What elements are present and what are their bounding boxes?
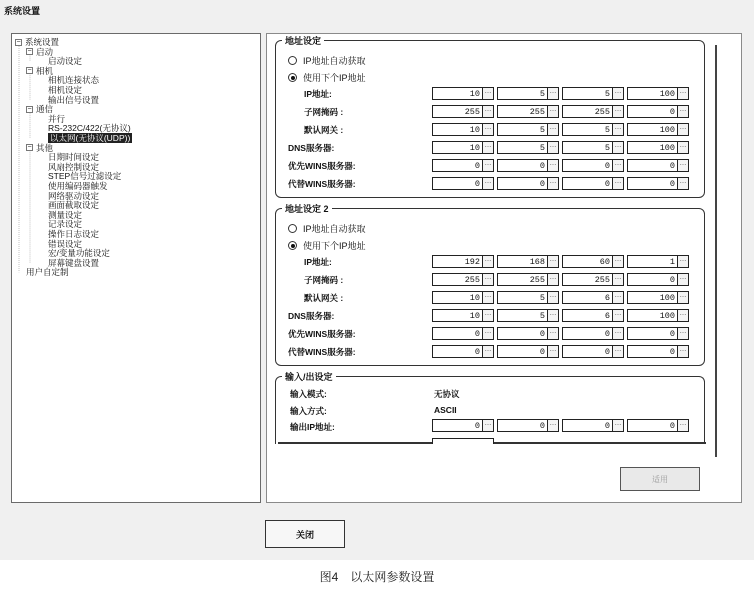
tree-item[interactable]: [48, 191, 99, 201]
radio-checked-icon[interactable]: [288, 73, 297, 82]
ip-octet-input[interactable]: [432, 87, 494, 100]
tree-item-label: 输出信号设置: [48, 94, 100, 105]
ip-auto-label: IP地址自动获取: [303, 56, 366, 66]
tree-item-label: 通信: [36, 104, 54, 115]
field-label: 子网掩码 :: [304, 107, 344, 117]
ip-octet-value: 0: [539, 178, 545, 189]
ip-octet-input[interactable]: [562, 345, 624, 358]
collapse-toggle-icon[interactable]: −: [16, 38, 21, 46]
ip-octet-value: 10: [469, 142, 480, 153]
tree-item-label: RS-232C/422(无协议): [48, 123, 131, 134]
collapse-toggle-icon[interactable]: −: [27, 144, 32, 152]
field-label: 代替WINS服务器:: [288, 179, 356, 189]
tree-item-label: 使用编码器触发: [48, 181, 108, 191]
ellipsis-button-icon[interactable]: …: [482, 178, 493, 189]
ip-octet-value: 0: [669, 106, 675, 117]
ip-auto-radio[interactable]: [288, 222, 366, 235]
ip-auto-radio[interactable]: [288, 54, 366, 67]
ellipsis-button-icon[interactable]: …: [547, 292, 558, 303]
ip-octet-input[interactable]: [497, 273, 559, 286]
ip-octet-input[interactable]: [562, 309, 624, 322]
io-settings-title: 输入/出设定: [282, 370, 336, 383]
ip-octet-value: 5: [539, 310, 545, 321]
address-settings-2-title: 地址设定 2: [282, 202, 332, 215]
ip-octet-value: 0: [669, 346, 675, 357]
ellipsis-button-icon[interactable]: …: [612, 160, 623, 171]
ip-octet-value: 0: [539, 160, 545, 171]
ip-octet-input[interactable]: [497, 159, 559, 172]
ip-octet-input[interactable]: [432, 177, 494, 190]
tree-item[interactable]: [48, 200, 99, 210]
ip-octet-value: 1: [669, 256, 675, 267]
tree-item-label: STEP信号过滤设定: [48, 171, 122, 182]
ip-octet-input[interactable]: [562, 123, 624, 136]
tree-item[interactable]: [26, 66, 53, 76]
tree-item-label: 系统设置: [25, 37, 60, 47]
ip-octet-value: 5: [539, 292, 545, 303]
ip-auto-label: IP地址自动获取: [303, 224, 366, 234]
ip-octet-value: 5: [604, 142, 610, 153]
tree-item[interactable]: [48, 181, 108, 191]
ellipsis-button-icon[interactable]: …: [677, 88, 688, 99]
ellipsis-button-icon[interactable]: …: [547, 160, 558, 171]
tree-item[interactable]: [48, 229, 99, 239]
radio-unchecked-icon[interactable]: [288, 224, 297, 233]
ip-octet-value: 0: [474, 328, 480, 339]
ip-octet-value: 255: [464, 106, 480, 117]
ip-octet-value: 255: [464, 274, 480, 285]
field-label: 优先WINS服务器:: [288, 329, 356, 339]
ellipsis-button-icon[interactable]: …: [677, 106, 688, 117]
clipped-next-input: [432, 438, 494, 444]
ip-octet-value: 10: [469, 124, 480, 135]
ip-octet-input[interactable]: [627, 291, 689, 304]
ellipsis-button-icon[interactable]: …: [612, 292, 623, 303]
ip-octet-input[interactable]: [497, 177, 559, 190]
ellipsis-button-icon[interactable]: …: [547, 88, 558, 99]
ip-octet-value: 100: [659, 124, 675, 135]
field-label: IP地址:: [304, 89, 332, 99]
ip-octet-input[interactable]: [562, 273, 624, 286]
ip-octet-input[interactable]: [432, 255, 494, 268]
ip-octet-input[interactable]: [627, 255, 689, 268]
tree-item[interactable]: [48, 248, 110, 258]
io-settings-group: [275, 372, 705, 444]
tree-item-label: 其他: [36, 142, 54, 153]
tree-item[interactable]: [48, 258, 99, 268]
ellipsis-button-icon[interactable]: …: [547, 142, 558, 153]
ellipsis-button-icon[interactable]: …: [547, 346, 558, 357]
ellipsis-button-icon[interactable]: …: [677, 328, 688, 339]
tree-item[interactable]: [48, 123, 131, 133]
tree-item-label: 画面截取设定: [48, 200, 100, 211]
ip-octet-value: 100: [659, 88, 675, 99]
vertical-scrollbar[interactable]: [715, 45, 717, 457]
ip-octet-value: 0: [474, 160, 480, 171]
ellipsis-button-icon[interactable]: …: [482, 310, 493, 321]
ip-octet-value: 0: [474, 178, 480, 189]
collapse-toggle-icon[interactable]: −: [27, 105, 32, 113]
ip-octet-input[interactable]: [432, 309, 494, 322]
ip-octet-value: 6: [604, 310, 610, 321]
ip-manual-radio[interactable]: [288, 71, 366, 84]
tree-item[interactable]: [48, 114, 65, 124]
tree-item-label: 并行: [48, 113, 66, 124]
tree-item-label: 用户自定制: [26, 267, 69, 278]
tree-item-label: 启动: [36, 46, 54, 57]
ellipsis-button-icon[interactable]: …: [547, 310, 558, 321]
ellipsis-button-icon[interactable]: …: [482, 328, 493, 339]
settings-tree[interactable]: [11, 33, 261, 503]
ip-octet-input[interactable]: [497, 123, 559, 136]
ip-octet-input[interactable]: [497, 87, 559, 100]
ip-octet-value: 10: [469, 88, 480, 99]
ellipsis-button-icon[interactable]: …: [482, 124, 493, 135]
ellipsis-button-icon[interactable]: …: [677, 420, 688, 431]
ellipsis-button-icon[interactable]: …: [612, 420, 623, 431]
ellipsis-button-icon[interactable]: …: [547, 178, 558, 189]
ellipsis-button-icon[interactable]: …: [482, 88, 493, 99]
ellipsis-button-icon[interactable]: …: [547, 420, 558, 431]
field-label: DNS服务器:: [288, 143, 335, 153]
ip-octet-value: 0: [474, 346, 480, 357]
ip-manual-label: 使用下个IP地址: [303, 73, 366, 83]
field-label: 默认网关 :: [304, 293, 344, 303]
ellipsis-button-icon[interactable]: …: [612, 310, 623, 321]
tree-item[interactable]: [48, 133, 132, 143]
ip-octet-input[interactable]: [432, 105, 494, 118]
field-label: 默认网关 :: [304, 125, 344, 135]
ip-octet-input[interactable]: [497, 327, 559, 340]
ip-octet-value: 0: [669, 328, 675, 339]
ip-octet-input[interactable]: [432, 159, 494, 172]
ellipsis-button-icon[interactable]: …: [612, 88, 623, 99]
ip-octet-value: 0: [474, 420, 480, 431]
ip-octet-input[interactable]: [432, 291, 494, 304]
ip-octet-value: 0: [539, 328, 545, 339]
ellipsis-button-icon[interactable]: …: [612, 274, 623, 285]
ip-octet-value: 100: [659, 292, 675, 303]
ip-octet-input[interactable]: [562, 87, 624, 100]
ellipsis-button-icon[interactable]: …: [482, 346, 493, 357]
collapse-toggle-icon[interactable]: −: [27, 48, 32, 56]
ellipsis-button-icon[interactable]: …: [677, 346, 688, 357]
ip-octet-input[interactable]: [627, 123, 689, 136]
ip-octet-value: 255: [594, 106, 610, 117]
output-ip-octet-input[interactable]: [627, 419, 689, 432]
ip-octet-input[interactable]: [562, 255, 624, 268]
tree-item[interactable]: [26, 104, 53, 114]
ip-octet-value: 0: [539, 420, 545, 431]
ip-octet-value: 0: [604, 328, 610, 339]
ip-octet-input[interactable]: [432, 345, 494, 358]
ellipsis-button-icon[interactable]: …: [612, 142, 623, 153]
tree-item[interactable]: [15, 37, 59, 47]
window-title: 系统设置: [4, 6, 41, 16]
tree-item[interactable]: [26, 47, 53, 57]
ellipsis-button-icon[interactable]: …: [547, 256, 558, 267]
tree-item[interactable]: [48, 85, 82, 95]
ip-octet-input[interactable]: [627, 177, 689, 190]
field-label: 代替WINS服务器:: [288, 347, 356, 357]
ip-octet-input[interactable]: [562, 105, 624, 118]
ip-octet-input[interactable]: [432, 123, 494, 136]
tree-item[interactable]: [26, 143, 53, 153]
ip-manual-label: 使用下个IP地址: [303, 241, 366, 251]
ip-octet-value: 255: [529, 106, 545, 117]
ellipsis-button-icon[interactable]: …: [612, 106, 623, 117]
ellipsis-button-icon[interactable]: …: [547, 124, 558, 135]
ellipsis-button-icon[interactable]: …: [482, 420, 493, 431]
ip-octet-value: 192: [464, 256, 480, 267]
tree-item-label: 操作日志设定: [48, 229, 100, 239]
ip-octet-value: 0: [669, 420, 675, 431]
ip-octet-input[interactable]: [497, 291, 559, 304]
tree-item[interactable]: [48, 239, 82, 249]
tree-item[interactable]: [48, 95, 99, 105]
ip-octet-input[interactable]: [562, 159, 624, 172]
ip-octet-input[interactable]: [627, 273, 689, 286]
ip-octet-input[interactable]: [627, 141, 689, 154]
address-settings-title: 地址设定: [282, 34, 324, 47]
ip-octet-input[interactable]: [497, 345, 559, 358]
tree-item-label: 日期时间设定: [48, 152, 100, 163]
tree-item-label: 风扇控制设定: [48, 161, 100, 172]
ip-octet-value: 0: [604, 346, 610, 357]
ellipsis-button-icon[interactable]: …: [612, 178, 623, 189]
ellipsis-button-icon[interactable]: …: [677, 160, 688, 171]
ip-manual-radio[interactable]: [288, 239, 366, 252]
ip-octet-value: 5: [604, 124, 610, 135]
tree-item-label: 相机连接状态: [48, 75, 100, 86]
tree-item[interactable]: [48, 75, 99, 85]
ellipsis-button-icon[interactable]: …: [612, 328, 623, 339]
input-mode-label: 输入模式:: [290, 389, 327, 399]
output-ip-octet-input[interactable]: [432, 419, 494, 432]
tree-item-label: 启动设定: [48, 56, 83, 67]
ip-octet-value: 5: [604, 88, 610, 99]
ip-octet-value: 0: [604, 160, 610, 171]
ip-octet-value: 10: [469, 292, 480, 303]
tree-item[interactable]: [48, 219, 82, 229]
tree-item[interactable]: [48, 56, 82, 66]
ip-octet-input[interactable]: [562, 141, 624, 154]
ellipsis-button-icon[interactable]: …: [677, 124, 688, 135]
tree-item-label: 相机设定: [48, 85, 83, 95]
ip-octet-input[interactable]: [562, 327, 624, 340]
ip-octet-input[interactable]: [627, 309, 689, 322]
ip-octet-input[interactable]: [627, 345, 689, 358]
ip-octet-value: 0: [669, 274, 675, 285]
tree-item-label: 测量设定: [48, 209, 83, 220]
tree-item[interactable]: [48, 162, 99, 172]
ellipsis-button-icon[interactable]: …: [612, 256, 623, 267]
ip-octet-value: 10: [469, 310, 480, 321]
input-method-value: ASCII: [434, 405, 457, 415]
output-ip-label: 输出IP地址:: [290, 422, 335, 432]
output-ip-octet-input[interactable]: [562, 419, 624, 432]
ellipsis-button-icon[interactable]: …: [677, 178, 688, 189]
radio-unchecked-icon[interactable]: [288, 56, 297, 65]
ip-octet-input[interactable]: [497, 309, 559, 322]
ip-octet-input[interactable]: [432, 141, 494, 154]
ip-octet-value: 255: [594, 274, 610, 285]
ellipsis-button-icon[interactable]: …: [677, 256, 688, 267]
field-label: 子网掩码 :: [304, 275, 344, 285]
input-mode-value: 无协议: [434, 389, 460, 399]
ellipsis-button-icon[interactable]: …: [677, 292, 688, 303]
tree-item-label: 屏幕键盘设置: [48, 257, 100, 268]
field-label: 优先WINS服务器:: [288, 161, 356, 171]
ip-octet-value: 100: [659, 310, 675, 321]
ip-octet-input[interactable]: [432, 273, 494, 286]
ip-octet-value: 0: [604, 178, 610, 189]
ip-octet-value: 255: [529, 274, 545, 285]
apply-button[interactable]: 适用: [620, 467, 700, 491]
ellipsis-button-icon[interactable]: …: [482, 142, 493, 153]
ellipsis-button-icon[interactable]: …: [677, 274, 688, 285]
tree-item[interactable]: [48, 171, 121, 181]
ellipsis-button-icon[interactable]: …: [547, 274, 558, 285]
ip-octet-value: 5: [539, 88, 545, 99]
collapse-toggle-icon[interactable]: −: [27, 67, 32, 75]
ip-octet-value: 0: [669, 160, 675, 171]
ip-octet-value: 100: [659, 142, 675, 153]
ellipsis-button-icon[interactable]: …: [482, 274, 493, 285]
ip-octet-input[interactable]: [562, 177, 624, 190]
field-label: IP地址:: [304, 257, 332, 267]
ellipsis-button-icon[interactable]: …: [677, 142, 688, 153]
tree-item-label: 网络驱动设定: [48, 190, 100, 201]
ip-octet-input[interactable]: [627, 159, 689, 172]
ellipsis-button-icon[interactable]: …: [547, 328, 558, 339]
ip-octet-input[interactable]: [627, 327, 689, 340]
ip-octet-value: 0: [539, 346, 545, 357]
tree-item[interactable]: [48, 210, 82, 220]
ellipsis-button-icon[interactable]: …: [482, 106, 493, 117]
ip-octet-value: 168: [529, 256, 545, 267]
ip-octet-input[interactable]: [627, 105, 689, 118]
ip-octet-input[interactable]: [432, 327, 494, 340]
ip-octet-input[interactable]: [497, 255, 559, 268]
ip-octet-value: 5: [539, 142, 545, 153]
ellipsis-button-icon[interactable]: …: [612, 124, 623, 135]
ip-octet-value: 0: [669, 178, 675, 189]
close-button[interactable]: 关闭: [265, 520, 345, 548]
tree-item-label: 以太网(无协议(UDP)): [50, 133, 131, 143]
ellipsis-button-icon[interactable]: …: [482, 292, 493, 303]
ip-octet-value: 5: [539, 124, 545, 135]
ip-octet-input[interactable]: [497, 105, 559, 118]
ip-octet-value: 0: [604, 420, 610, 431]
tree-item[interactable]: [48, 152, 99, 162]
tree-item-label: 错误设定: [48, 238, 83, 249]
tree-item-label: 记录设定: [48, 219, 83, 230]
radio-checked-icon[interactable]: [288, 241, 297, 250]
field-label: DNS服务器:: [288, 311, 335, 321]
ip-octet-input[interactable]: [627, 87, 689, 100]
ip-octet-value: 6: [604, 292, 610, 303]
ellipsis-button-icon[interactable]: …: [482, 256, 493, 267]
tree-item-label: 宏/变量功能设定: [48, 248, 110, 259]
ellipsis-button-icon[interactable]: …: [547, 106, 558, 117]
output-ip-octet-input[interactable]: [497, 419, 559, 432]
tree-item[interactable]: [26, 267, 69, 277]
input-method-label: 输入方式:: [290, 406, 327, 416]
ip-octet-value: 60: [599, 256, 610, 267]
ellipsis-button-icon[interactable]: …: [612, 346, 623, 357]
figure-caption: 图4 以太网参数设置: [319, 570, 435, 584]
ellipsis-button-icon[interactable]: …: [677, 310, 688, 321]
tree-item-label: 相机: [36, 65, 54, 76]
ip-octet-input[interactable]: [497, 141, 559, 154]
ellipsis-button-icon[interactable]: …: [482, 160, 493, 171]
ip-octet-input[interactable]: [562, 291, 624, 304]
